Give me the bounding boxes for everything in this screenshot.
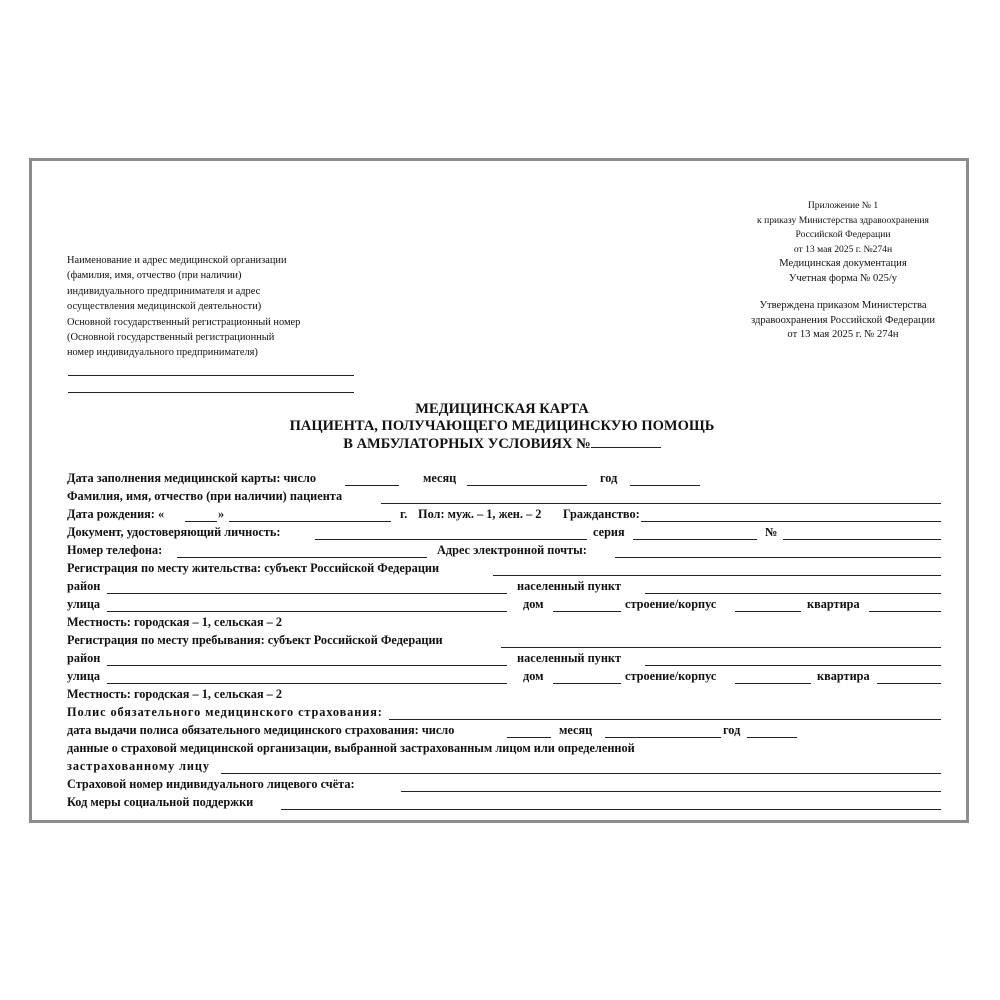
- stay-street-field[interactable]: [107, 683, 507, 684]
- stay-settlement-field[interactable]: [645, 665, 941, 666]
- stay-street-row: [67, 669, 947, 686]
- fill-date-row: [67, 471, 947, 488]
- snils-row: [67, 777, 947, 794]
- social-support-row: [67, 795, 947, 812]
- residence-street-field[interactable]: [107, 611, 507, 612]
- approved-line: Утверждена приказом Министерства: [759, 300, 927, 311]
- residence-settlement-field[interactable]: [645, 593, 941, 594]
- approved-line: здравоохранения Российской Федерации: [750, 314, 936, 326]
- organization-line: номер индивидуального предпринимателя): [67, 347, 258, 359]
- policy-row: [67, 705, 947, 722]
- organization-block: [67, 253, 387, 361]
- birth-month-year-field[interactable]: [229, 521, 391, 522]
- full-name-label: Фамилия, имя, отчество (при наличии) пациента: [67, 489, 343, 503]
- form-sheet: [29, 158, 969, 823]
- snils-field[interactable]: [401, 791, 941, 792]
- policy-date-month-label: месяц: [559, 723, 593, 737]
- residence-locality-label: Местность: городская – 1, сельская – 2: [67, 615, 283, 629]
- citizenship-field[interactable]: [641, 521, 941, 522]
- residence-district-label: район: [67, 579, 101, 593]
- residence-locality-row: [67, 615, 947, 632]
- stay-apartment-label: квартира: [817, 669, 870, 683]
- title-card-number-label: В АМБУЛАТОРНЫХ УСЛОВИЯХ №: [343, 436, 591, 452]
- policy-field[interactable]: [389, 719, 941, 720]
- appendix-line: от 13 мая 2025 г. №274н: [793, 243, 893, 255]
- organization-line: Наименование и адрес медицинской организации: [67, 255, 287, 266]
- document-title: [182, 401, 822, 453]
- organization-line: (Основной государственный регистрационный: [67, 332, 275, 344]
- birth-day-field[interactable]: [185, 521, 217, 522]
- citizenship-label: Гражданство:: [563, 507, 640, 521]
- appendix-line: Учетная форма № 025/у: [788, 272, 898, 284]
- appendix-line: Приложение № 1: [807, 200, 879, 211]
- stay-district-field[interactable]: [107, 665, 507, 666]
- insurer-label-line1: данные о страховой медицинской организации, выбранной застрахованным лицом или определенной: [67, 741, 635, 755]
- insurer-row-1: [67, 741, 947, 758]
- residence-subject-label: Регистрация по месту жительства: субъект Российской Федерации: [67, 561, 440, 575]
- full-name-row: [67, 489, 947, 506]
- residence-subject-row: [67, 561, 947, 578]
- stay-subject-row: [67, 633, 947, 650]
- policy-label: Полис обязательного медицинского страхования:: [67, 705, 383, 719]
- email-label: Адрес электронной почты:: [437, 543, 587, 557]
- stay-house-field[interactable]: [553, 683, 621, 684]
- stay-district-row: [67, 651, 947, 668]
- email-field[interactable]: [615, 557, 941, 558]
- identity-doc-field[interactable]: [315, 539, 587, 540]
- appendix-line: к приказу Министерства здравоохранения: [757, 214, 929, 226]
- policy-date-day-field[interactable]: [507, 737, 551, 738]
- stay-house-label: дом: [523, 669, 544, 683]
- organization-line: (фамилия, имя, отчество (при наличии): [67, 270, 242, 282]
- insurer-row-2: [67, 759, 947, 776]
- policy-date-label: дата выдачи полиса обязательного медицинского страхования: число: [67, 723, 455, 737]
- doc-number-label: №: [765, 525, 778, 539]
- stay-subject-label: Регистрация по месту пребывания: субъект Российской Федерации: [67, 633, 443, 647]
- insurer-label-line2: застрахованному лицу: [67, 759, 210, 773]
- birth-year-suffix: г.: [400, 507, 408, 521]
- residence-district-field[interactable]: [107, 593, 507, 594]
- stay-district-label: район: [67, 651, 101, 665]
- full-name-field[interactable]: [381, 503, 941, 504]
- series-field[interactable]: [633, 539, 757, 540]
- organization-fill-line[interactable]: [68, 375, 354, 376]
- organization-line: индивидуального предпринимателя и адрес: [67, 285, 261, 297]
- title-line: ПАЦИЕНТА, ПОЛУЧАЮЩЕГО МЕДИЦИНСКУЮ ПОМОЩЬ: [289, 418, 715, 434]
- residence-building-label: строение/корпус: [625, 597, 717, 611]
- doc-number-field[interactable]: [783, 539, 941, 540]
- stay-settlement-label: населенный пункт: [517, 651, 622, 665]
- stay-subject-field[interactable]: [501, 647, 941, 648]
- appendix-line: Российской Федерации: [795, 229, 891, 241]
- residence-house-label: дом: [523, 597, 544, 611]
- residence-apartment-label: квартира: [807, 597, 860, 611]
- insurer-field[interactable]: [221, 773, 941, 774]
- phone-label: Номер телефона:: [67, 543, 163, 557]
- policy-date-year-label: год: [723, 723, 741, 737]
- fill-date-year-field[interactable]: [630, 485, 700, 486]
- card-number-field[interactable]: [591, 435, 661, 448]
- residence-district-row: [67, 579, 947, 596]
- stay-building-label: строение/корпус: [625, 669, 717, 683]
- stay-street-label: улица: [67, 669, 101, 683]
- fill-date-month-field[interactable]: [467, 485, 587, 486]
- identity-doc-label: Документ, удостоверяющий личность:: [67, 525, 281, 539]
- residence-street-label: улица: [67, 597, 101, 611]
- birth-row: [67, 507, 947, 524]
- fill-date-label: Дата заполнения медицинской карты: число: [67, 471, 317, 485]
- series-label: серия: [593, 525, 625, 539]
- stay-building-field[interactable]: [735, 683, 811, 684]
- appendix-block: [698, 199, 988, 287]
- sex-label: Пол: муж. – 1, жен. – 2: [418, 507, 542, 521]
- approved-block: [698, 299, 988, 343]
- policy-date-month-field[interactable]: [605, 737, 721, 738]
- stay-locality-row: [67, 687, 947, 704]
- approved-line: от 13 мая 2025 г. № 274н: [787, 329, 899, 340]
- fill-date-day-field[interactable]: [345, 485, 399, 486]
- policy-date-row: [67, 723, 947, 740]
- residence-subject-field[interactable]: [493, 575, 941, 576]
- organization-line: осуществления медицинской деятельности): [67, 301, 262, 313]
- snils-label: Страховой номер индивидуального лицевого счёта:: [67, 777, 355, 791]
- title-line: МЕДИЦИНСКАЯ КАРТА: [415, 401, 589, 417]
- appendix-line: Медицинская документация: [779, 258, 907, 270]
- stay-apartment-field[interactable]: [877, 683, 941, 684]
- birth-close-quote: »: [218, 507, 225, 521]
- fill-date-month-label: месяц: [423, 471, 457, 485]
- stay-locality-label: Местность: городская – 1, сельская – 2: [67, 687, 283, 701]
- residence-settlement-label: населенный пункт: [517, 579, 622, 593]
- fill-date-year-label: год: [600, 471, 618, 485]
- organization-line: Основной государственный регистрационный номер: [67, 316, 301, 328]
- title-line: [182, 435, 822, 453]
- organization-fill-line[interactable]: [68, 392, 354, 393]
- contacts-row: [67, 543, 947, 560]
- social-support-field[interactable]: [281, 809, 941, 810]
- identity-doc-row: [67, 525, 947, 542]
- residence-street-row: [67, 597, 947, 614]
- phone-field[interactable]: [177, 557, 427, 558]
- social-support-label: Код меры социальной поддержки: [67, 795, 254, 809]
- policy-date-year-field[interactable]: [747, 737, 797, 738]
- residence-building-field[interactable]: [735, 611, 801, 612]
- residence-house-field[interactable]: [553, 611, 621, 612]
- birth-label: Дата рождения: «: [67, 507, 165, 521]
- residence-apartment-field[interactable]: [869, 611, 941, 612]
